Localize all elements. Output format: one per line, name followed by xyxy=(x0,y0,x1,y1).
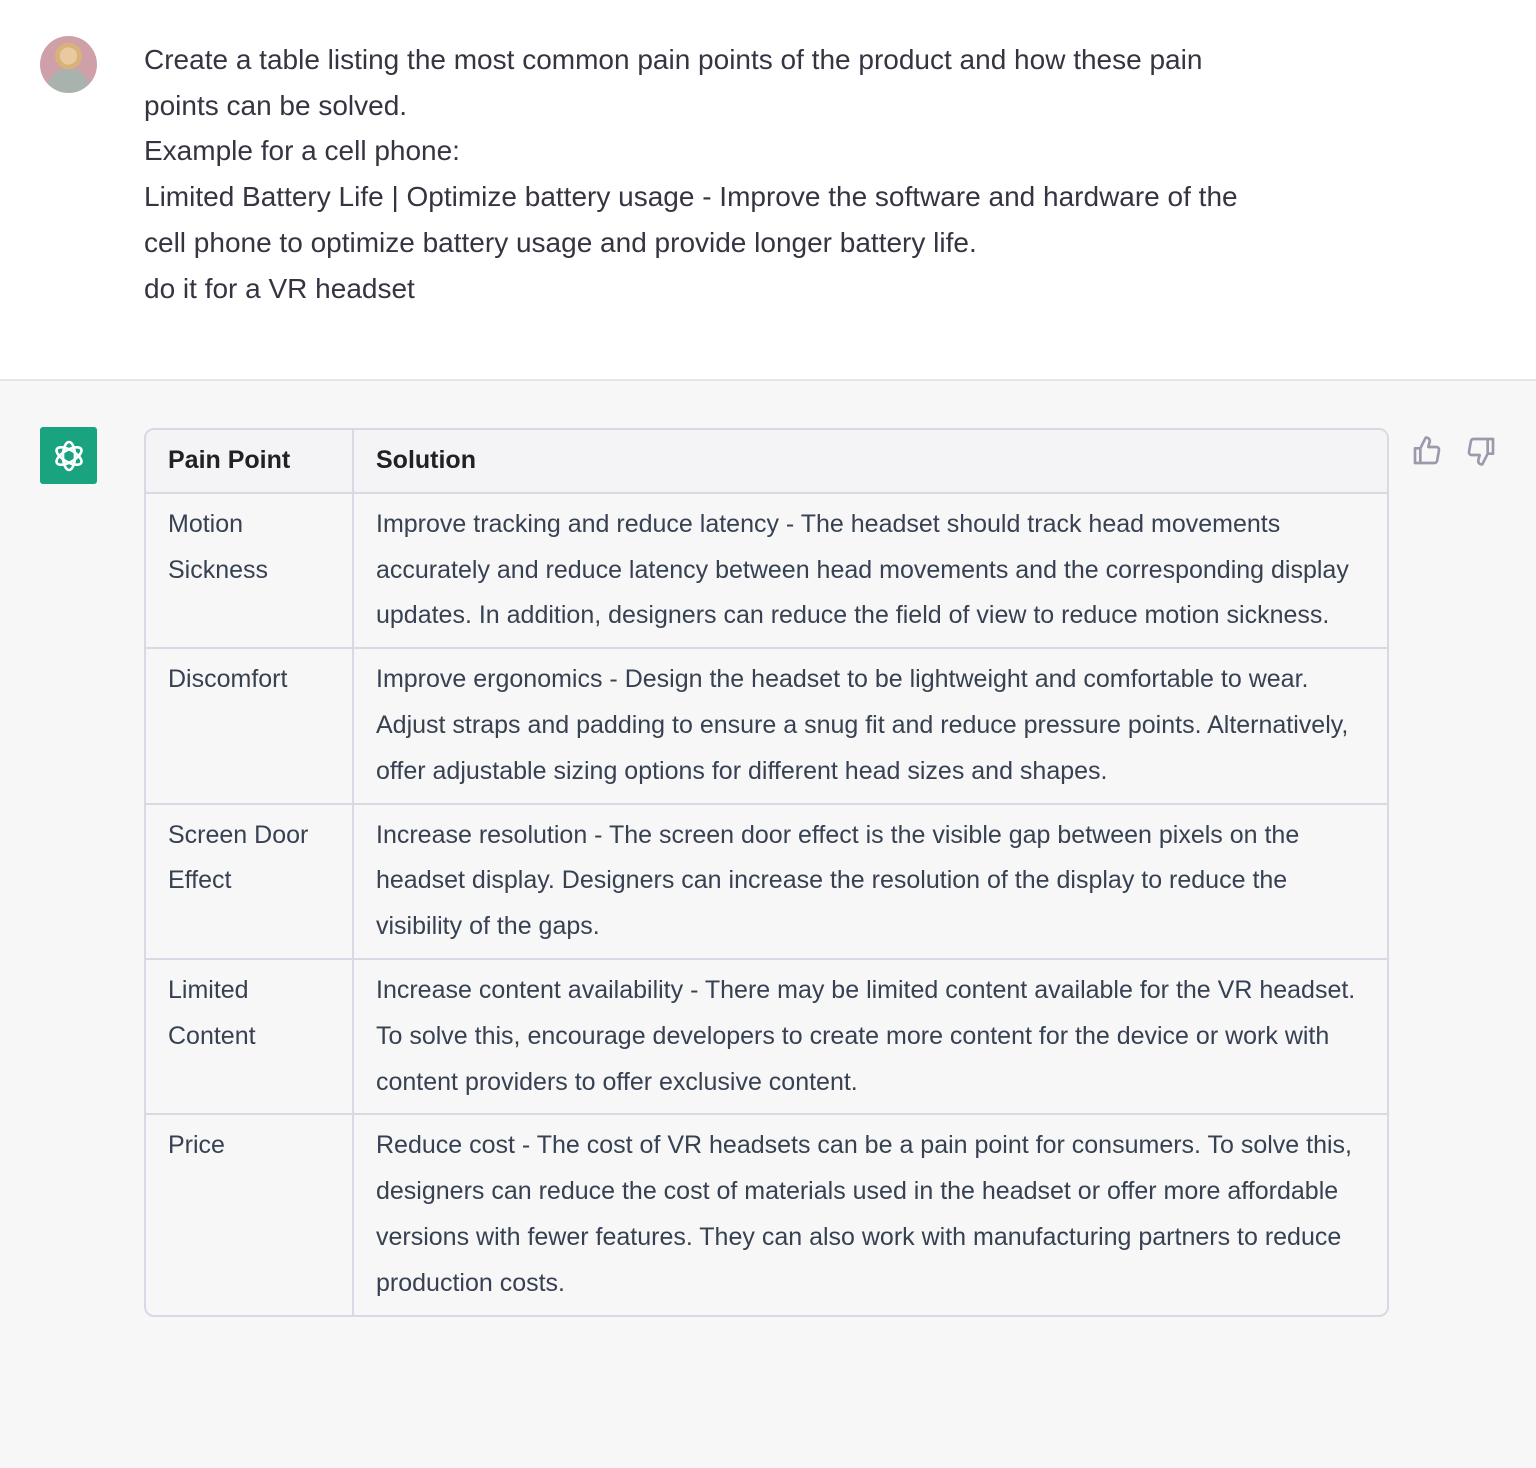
solution-cell: Increase resolution - The screen door effect is the visible gap between pixels on the headset display. Designers can increase the resolution of the display to reduce the visibility of the gaps. xyxy=(354,805,1387,960)
solution-cell: Improve tracking and reduce latency - The headset should track head movements accurately and reduce latency between head movements and the corresponding display updates. In addition, designers can reduce the field of view to reduce motion sickness. xyxy=(354,494,1387,649)
solution-cell: Improve ergonomics - Design the headset to be lightweight and comfortable to wear. Adjust straps and padding to ensure a snug fit and reduce pressure points. Alternatively, offer adjustable sizing options for different head sizes and shapes. xyxy=(354,649,1387,804)
user-message-line: points can be solved. xyxy=(144,89,408,121)
table-row xyxy=(146,960,1387,1115)
user-message-line: Example for a cell phone: xyxy=(144,135,460,167)
user-message-text xyxy=(144,37,1404,311)
column-header-pain-point: Pain Point xyxy=(146,430,354,494)
table-header-row xyxy=(146,430,1387,494)
table-row xyxy=(146,494,1387,649)
user-message-line: cell phone to optimize battery usage and provide longer battery life. xyxy=(144,226,977,258)
thumbs-up-button[interactable] xyxy=(1410,434,1444,468)
thumbs-down-button[interactable] xyxy=(1464,434,1498,468)
user-avatar xyxy=(40,36,97,93)
table-row xyxy=(146,1115,1387,1314)
pain-point-cell: Screen Door Effect xyxy=(146,805,354,960)
pain-point-cell: Price xyxy=(146,1115,354,1314)
pain-point-cell: Limited Content xyxy=(146,960,354,1115)
thumbs-up-icon xyxy=(1411,435,1443,467)
user-message xyxy=(0,0,1536,381)
thumbs-down-icon xyxy=(1465,435,1497,467)
table-row xyxy=(146,805,1387,960)
column-header-solution: Solution xyxy=(354,430,1387,494)
pain-points-table xyxy=(144,428,1389,1317)
solution-cell: Reduce cost - The cost of VR headsets can be a pain point for consumers. To solve this, designers can reduce the cost of materials used in the headset or offer more affordable versions with fewer features. They can also work with manufacturing partners to reduce production costs. xyxy=(376,1131,1352,1297)
user-message-line: Create a table listing the most common pain points of the product and how these pain xyxy=(144,44,1203,75)
openai-logo-icon xyxy=(40,427,97,484)
pain-point-cell: Motion Sickness xyxy=(146,494,354,649)
table-row xyxy=(146,649,1387,804)
user-message-line: Limited Battery Life | Optimize battery usage - Improve the software and hardware of the xyxy=(144,181,1238,213)
assistant-message xyxy=(0,382,1536,1468)
solution-cell: Increase content availability - There may be limited content available for the VR headset. To solve this, encourage developers to create more content for the device or work with content providers to offer exclusive content. xyxy=(354,960,1387,1115)
user-message-line: do it for a VR headset xyxy=(144,272,415,304)
pain-point-cell: Discomfort xyxy=(146,649,354,804)
